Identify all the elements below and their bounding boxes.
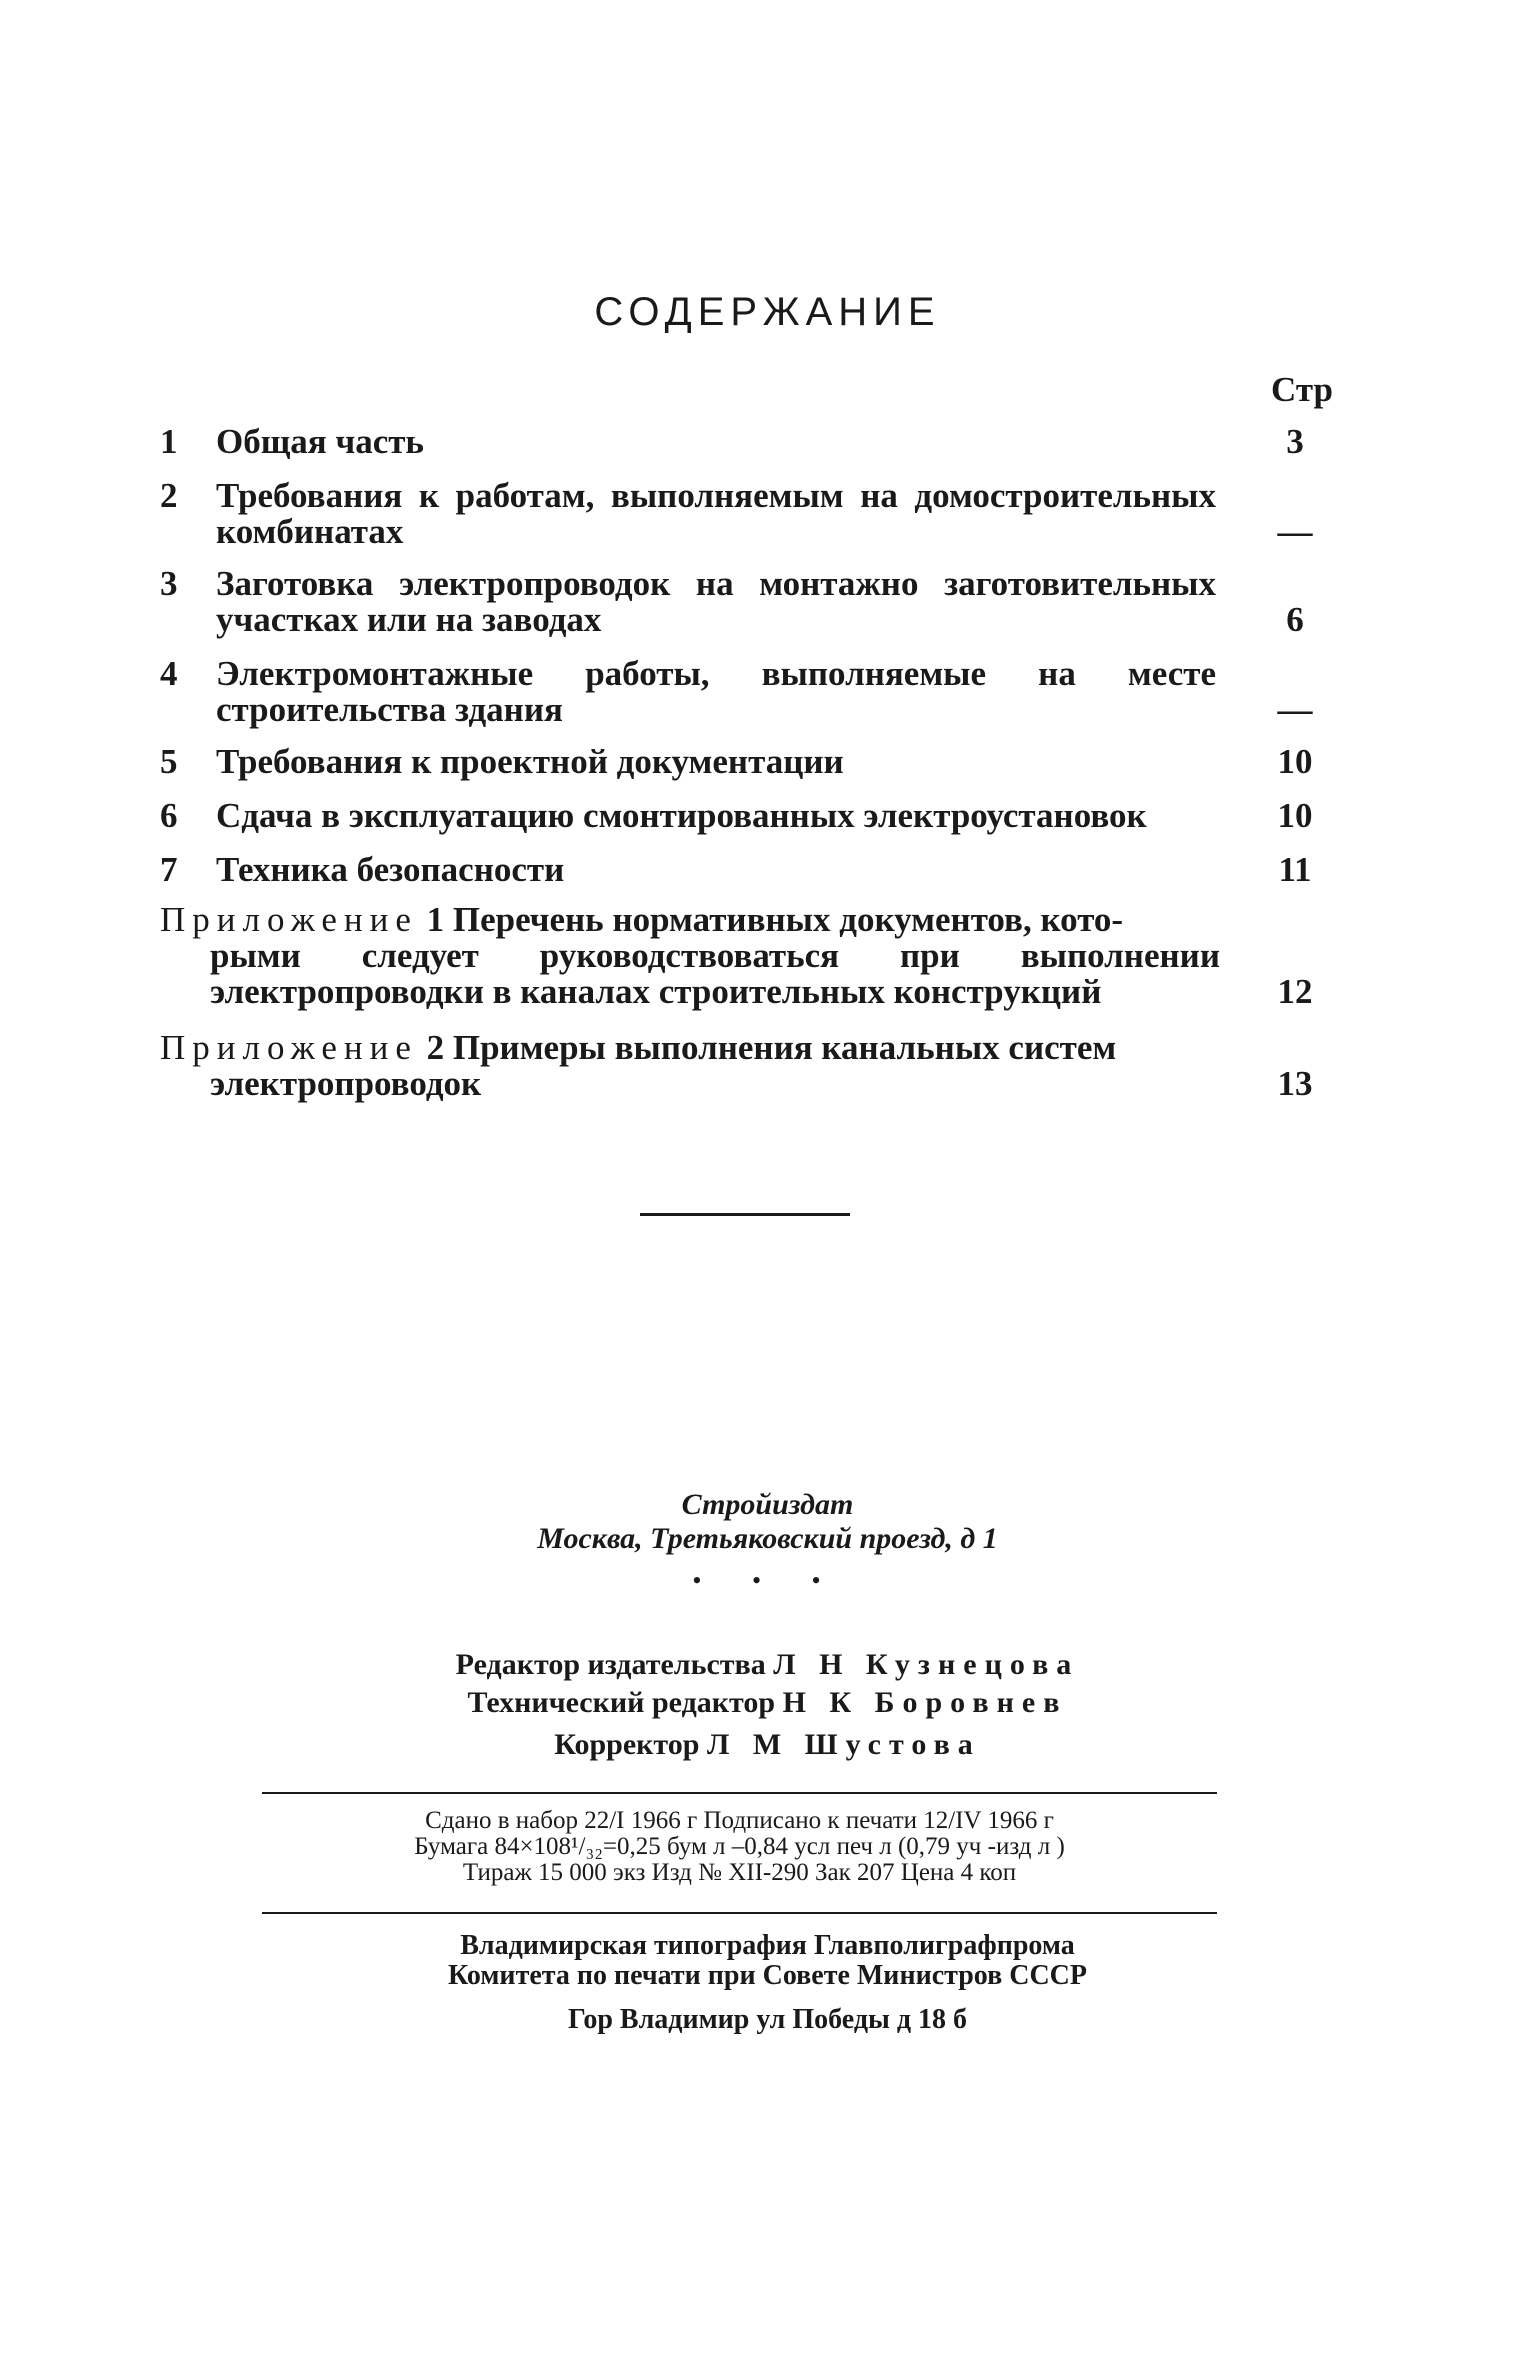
staff-name: Л Н Кузнецова [773, 1648, 1080, 1681]
entry-title: Требования к проектной документации [216, 742, 844, 781]
entry-page: 6 [1286, 600, 1304, 639]
staff-name: Н К Боровнев [782, 1686, 1068, 1719]
staff-name: Л М Шустова [706, 1728, 981, 1761]
entry-page: — [1277, 512, 1313, 551]
divider-rule [262, 1792, 1217, 1794]
entry-page: 13 [1277, 1064, 1313, 1103]
section-stars: • • • [692, 1566, 843, 1595]
appendix-text-first: Перечень нормативных документов, кото- [452, 900, 1124, 939]
entry-title: Электромонтажные работы, выполняемые на месте строительства здания [216, 654, 1216, 729]
staff-role: Корректор [554, 1728, 700, 1761]
print-data-line: Бумага 84×108¹/₃₂=0,25 бум л –0,84 усл печ л (0,79 уч -изд л ) [414, 1833, 1065, 1860]
appendix-label: Приложение [160, 1028, 418, 1067]
printer-address: Гор Владимир ул Победы д 18 б [567, 2004, 968, 2035]
entry-number: 1 [160, 422, 178, 461]
entry-page: 10 [1277, 742, 1313, 781]
entry-page: 3 [1286, 422, 1304, 461]
appendix-title [160, 902, 1220, 1010]
appendix-text-first: Примеры выполнения канальных систем [452, 1028, 1117, 1067]
appendix-text-rest: рыми следует руководствоваться при выполнении электропроводки в каналах строительных конструкций [210, 936, 1220, 1011]
staff-line [0, 1728, 1535, 1762]
publisher-name: Стройиздат [681, 1488, 854, 1521]
entry-title: Общая часть [216, 422, 424, 461]
separator-line [640, 1213, 850, 1216]
entry-number: 6 [160, 796, 178, 835]
appendix-number: 2 [426, 1028, 445, 1067]
appendix-number: 1 [426, 900, 445, 939]
entry-title: Техника безопасности [216, 850, 565, 889]
toc-page-column-label: Стр [1271, 370, 1333, 409]
entry-title: Заготовка электропроводок на монтажно заготовительных участках или на заводах [216, 564, 1216, 639]
publisher-address: Москва, Третьяковский проезд, д 1 [537, 1522, 998, 1555]
entry-title: Требования к работам, выполняемым на домостроительных комбинатах [216, 476, 1216, 551]
print-data-line: Сдано в набор 22/I 1966 г Подписано к печати 12/IV 1966 г [425, 1807, 1054, 1834]
appendix-text-rest: электропроводок [210, 1064, 482, 1103]
staff-line [0, 1648, 1535, 1682]
entry-number: 7 [160, 850, 178, 889]
print-data-line: Тираж 15 000 экз Изд № XII-290 Зак 207 Цена 4 коп [462, 1859, 1017, 1886]
entry-number: 3 [160, 564, 178, 603]
printer-line: Владимирская типография Главполиграфпрома [460, 1930, 1075, 1961]
entry-page: 10 [1277, 796, 1313, 835]
appendix-label: Приложение [160, 900, 418, 939]
staff-line [0, 1686, 1535, 1720]
entry-number: 5 [160, 742, 178, 781]
entry-page: 12 [1277, 972, 1313, 1011]
entry-page: 11 [1278, 850, 1312, 889]
entry-title: Сдача в эксплуатацию смонтированных электроустановок [216, 796, 1147, 835]
entry-number: 4 [160, 654, 178, 693]
staff-role: Редактор издательства [455, 1648, 766, 1681]
printer-line: Комитета по печати при Совете Министров СССР [447, 1960, 1087, 1991]
divider-rule [262, 1912, 1217, 1914]
entry-number: 2 [160, 476, 178, 515]
staff-role: Технический редактор [467, 1686, 776, 1719]
appendix-title [160, 1030, 1220, 1102]
toc-title: СОДЕРЖАНИЕ [594, 290, 941, 334]
entry-page: — [1277, 690, 1313, 729]
